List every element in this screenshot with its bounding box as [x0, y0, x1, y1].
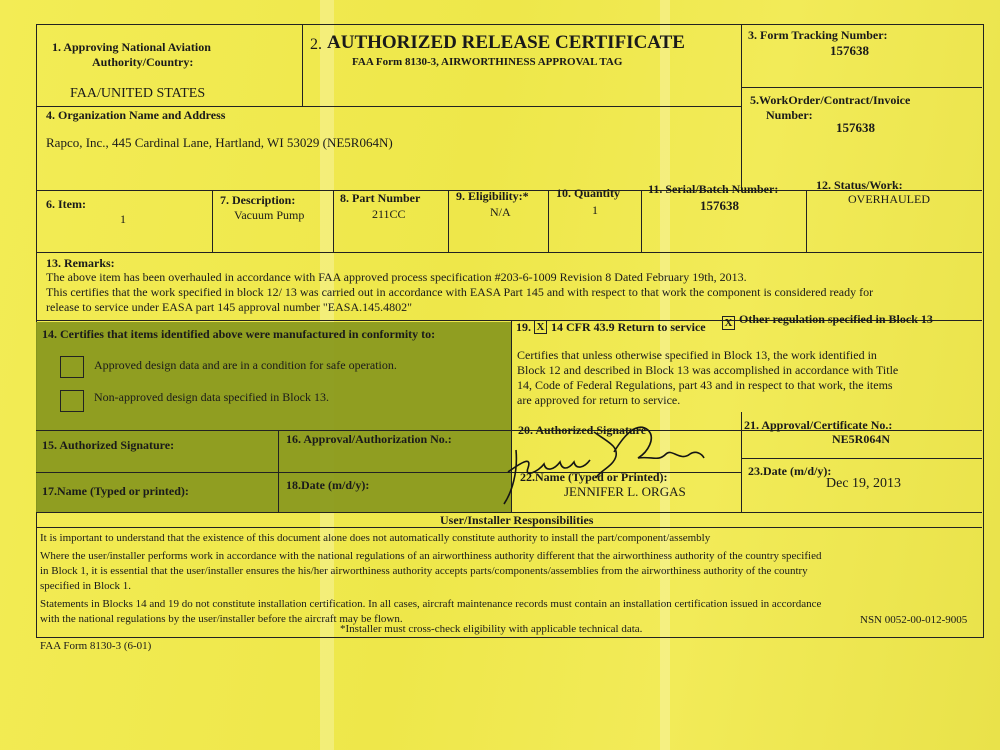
block19-text2: Block 12 and described in Block 13 was accomplished in accordance with Title — [517, 363, 899, 377]
block1-label-line2: Authority/Country: — [92, 55, 194, 69]
block11-value: 157638 — [700, 198, 739, 213]
block8-value: 211CC — [372, 207, 406, 221]
responsibilities-p3b: with the national regulations by the user/installer before the aircraft may be flown. — [40, 613, 403, 625]
block5-label: 5.WorkOrder/Contract/Invoice — [750, 93, 911, 107]
block6-label: 6. Item: — [46, 197, 86, 211]
non-approved-data-checkbox[interactable] — [60, 390, 84, 412]
other-regulation-label: Other regulation specified in Block 13 — [739, 312, 933, 326]
block15-label: 15. Authorized Signature: — [42, 438, 175, 452]
block19-text3: 14, Code of Federal Regulations, part 43 and in respect to that work, the items — [517, 378, 893, 392]
rule — [641, 190, 642, 252]
responsibilities-heading: User/Installer Responsibilities — [440, 513, 594, 527]
rule — [448, 190, 449, 252]
block23-value: Dec 19, 2013 — [826, 476, 902, 491]
rule — [741, 87, 982, 88]
block22-label: 22.Name (Typed or Printed): — [520, 470, 668, 484]
responsibilities-p2a: Where the user/installer performs work in accordance with the national regulations of an airworthiness authority different that the airworthiness authority of the country specified — [40, 550, 822, 562]
block4-value: Rapco, Inc., 445 Cardinal Lane, Hartland, WI 53029 (NE5R064N) — [46, 135, 393, 150]
form-title: AUTHORIZED RELEASE CERTIFICATE — [327, 32, 685, 53]
rule — [36, 252, 982, 253]
rule — [806, 190, 807, 252]
block7-value: Vacuum Pump — [234, 208, 305, 222]
other-regulation-checkbox[interactable]: X — [722, 316, 735, 330]
block8-label: 8. Part Number — [340, 191, 421, 205]
block5-value: 157638 — [836, 120, 875, 135]
block11-label: 11. Serial/Batch Number: — [648, 182, 779, 196]
responsibilities-p2b: in Block 1, it is essential that the user/installer ensures the his/her airworthiness authority accepts parts/components/assemblies from the airworthiness authority of the country — [40, 565, 808, 577]
rule — [741, 24, 742, 190]
block7-label: 7. Description: — [220, 193, 296, 207]
block9-label: 9. Eligibility:* — [456, 189, 529, 203]
nsn-number: NSN 0052-00-012-9005 — [860, 614, 968, 626]
block12-label: 12. Status/Work: — [816, 178, 903, 192]
block19-text1: Certifies that unless otherwise specified in Block 13, the work identified in — [517, 348, 877, 362]
rule — [212, 190, 213, 252]
block2-number: 2. — [310, 36, 322, 53]
block4-label: 4. Organization Name and Address — [46, 108, 226, 122]
block1-label: 1. Approving National Aviation — [52, 40, 211, 54]
block6-value: 1 — [120, 212, 126, 226]
cfr-label: 14 CFR 43.9 Return to service — [551, 320, 706, 334]
block5-label-line2: Number: — [766, 108, 813, 122]
responsibilities-p1: It is important to understand that the existence of this document alone does not automatically constitute authority to install the part/component/assembly — [40, 532, 711, 544]
block1-value: FAA/UNITED STATES — [70, 86, 206, 101]
rule — [548, 190, 549, 252]
block22-value: JENNIFER L. ORGAS — [564, 484, 686, 499]
cfr-checkbox[interactable]: X — [534, 320, 547, 334]
rule — [333, 190, 334, 252]
block18-label: 18.Date (m/d/y): — [286, 478, 370, 492]
block14-label: 14. Certifies that items identified above were manufactured in conformity to: — [42, 327, 436, 341]
rule — [302, 24, 303, 106]
block10-label: 10. Quantity — [556, 186, 621, 200]
block13-label: 13. Remarks: — [46, 256, 115, 270]
block3-value: 157638 — [830, 43, 869, 58]
form-subtitle: FAA Form 8130-3, AIRWORTHINESS APPROVAL TAG — [352, 56, 623, 68]
block17-label: 17.Name (Typed or printed): — [42, 484, 189, 498]
rule — [36, 106, 741, 107]
remarks-line2: This certifies that the work specified in block 12/ 13 was carried out in accordance with EASA Part 145 and with respect to that work the component is considered ready for — [46, 285, 874, 299]
block16-label: 16. Approval/Authorization No.: — [286, 432, 452, 446]
block3-label: 3. Form Tracking Number: — [748, 28, 888, 42]
block21-label: 21. Approval/Certificate No.: — [744, 418, 893, 432]
approved-data-option: Approved design data and are in a condition for safe operation. — [94, 358, 397, 372]
block10-value: 1 — [592, 203, 598, 217]
approved-data-checkbox[interactable] — [60, 356, 84, 378]
block20-label: 20. Authorized Signature — [518, 423, 647, 437]
block9-value: N/A — [490, 205, 511, 219]
block12-value: OVERHAULED — [848, 192, 930, 206]
non-approved-data-option: Non-approved design data specified in Block 13. — [94, 390, 329, 404]
responsibilities-p3a: Statements in Blocks 14 and 19 do not constitute installation certification. In all cases, aircraft maintenance records must contain an installation certification issued in accordance — [40, 598, 822, 610]
block19-number: 19. — [516, 320, 531, 334]
eligibility-footnote: *Installer must cross-check eligibility with applicable technical data. — [340, 623, 643, 635]
rule — [278, 430, 279, 512]
responsibilities-p2c: specified in Block 1. — [40, 580, 132, 592]
block21-value: NE5R064N — [832, 432, 891, 446]
form-identifier: FAA Form 8130-3 (6-01) — [40, 640, 152, 652]
rule — [741, 412, 742, 512]
block19-text4: are approved for return to service. — [517, 393, 681, 407]
rule — [741, 458, 982, 459]
remarks-line3: release to service under EASA part 145 approval number "EASA.145.4802" — [46, 300, 413, 314]
block23-label: 23.Date (m/d/y): — [748, 464, 832, 478]
remarks-line1: The above item has been overhauled in accordance with FAA approved process specification #203-6-1009 Revision 8 Dated February 19th, 2013. — [46, 270, 747, 284]
